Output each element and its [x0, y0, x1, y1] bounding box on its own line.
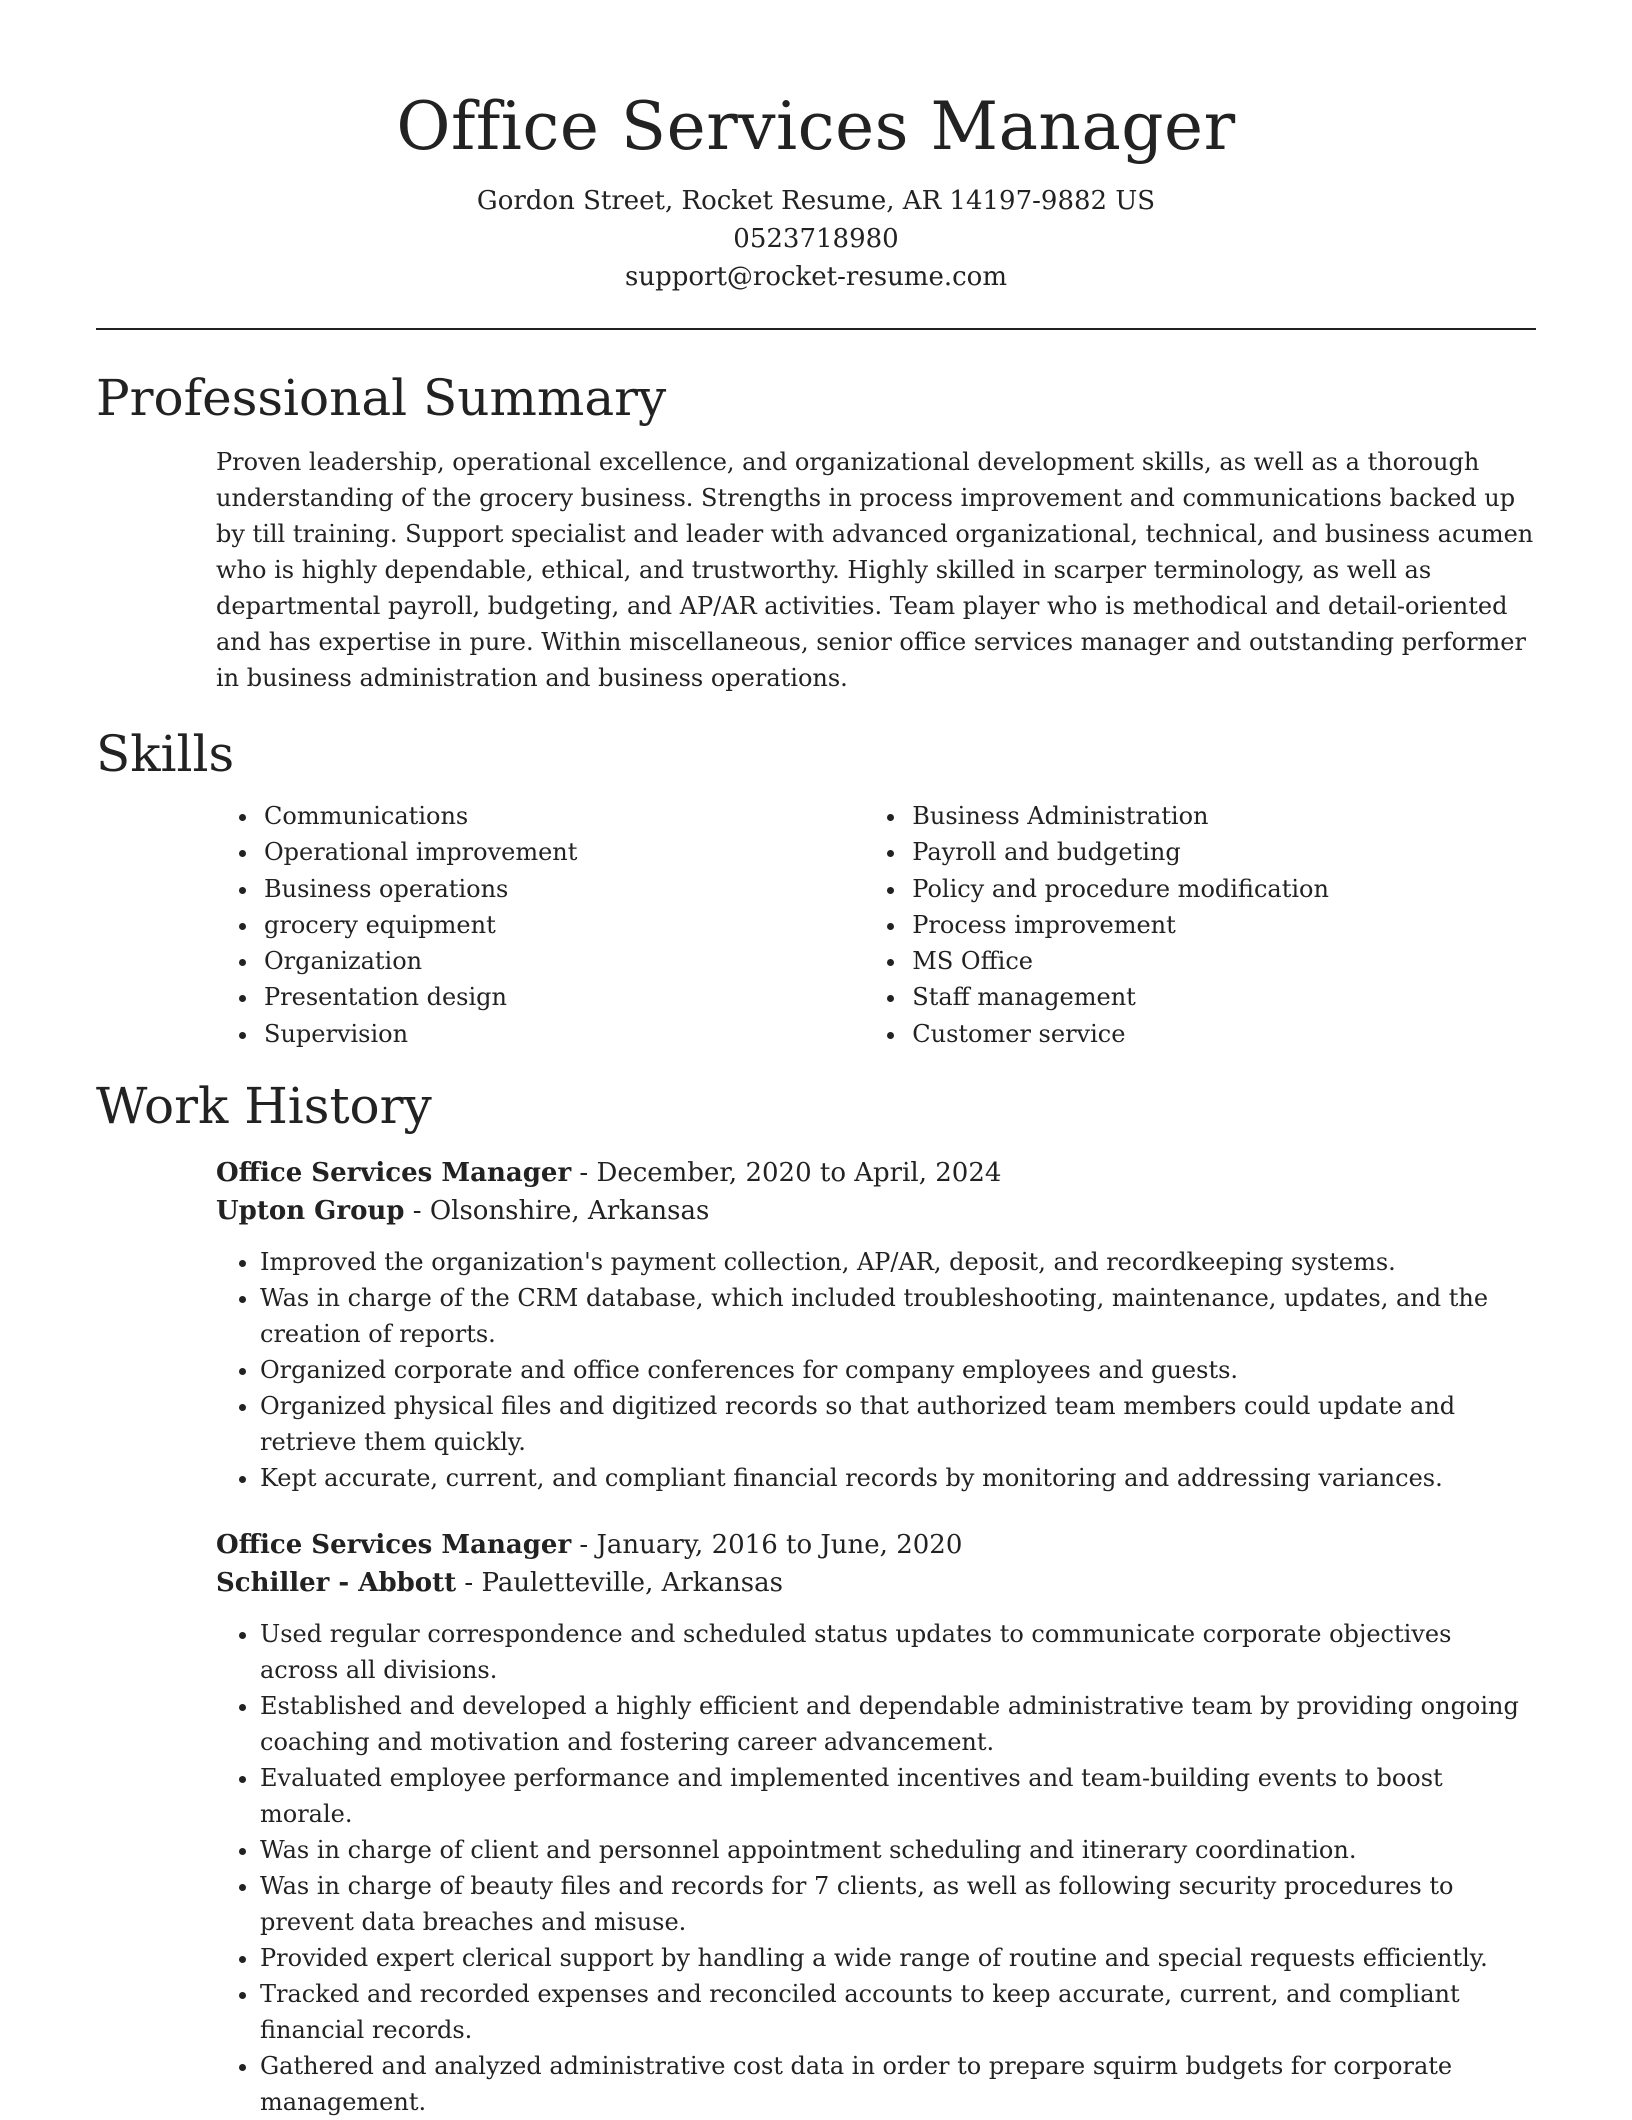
- job-bullet: • Established and developed a highly efficient and dependable administrative team by providing ongoing coaching and motivation and fostering career advancement.: [260, 1688, 1536, 1760]
- job-location: - Pauletteville, Arkansas: [456, 1568, 783, 1599]
- resume-header: [96, 0, 1536, 296]
- header-divider: [96, 328, 1536, 330]
- skills-section: [96, 722, 1536, 1052]
- skill-item: • Policy and procedure modification: [908, 871, 1536, 907]
- job-company: Schiller - Abbott: [216, 1568, 457, 1599]
- skills-columns: [96, 798, 1536, 1052]
- job-company: Upton Group: [216, 1196, 405, 1227]
- contact-address: Gordon Street, Rocket Resume, AR 14197-9882 US: [476, 186, 1156, 216]
- job-position: Office Services Manager: [216, 1158, 572, 1189]
- job-bullet: • Was in charge of beauty files and records for 7 clients, as well as following security procedures to prevent data breaches and misuse.: [260, 1868, 1536, 1940]
- resume-page: [96, 0, 1536, 2120]
- job-bullet: • Used regular correspondence and scheduled status updates to communicate corporate objectives across all divisions.: [260, 1616, 1536, 1688]
- job-entry: [216, 1154, 1536, 1496]
- skill-item: • Presentation design: [260, 979, 744, 1015]
- summary-title: Professional Summary: [96, 369, 667, 427]
- skill-item: • Business operations: [260, 871, 744, 907]
- summary-section: [96, 366, 1536, 696]
- skill-item: • Supervision: [260, 1016, 744, 1052]
- summary-text: Proven leadership, operational excellence, and organizational development skills, as well as a thorough understanding of the grocery business. Strengths in process improvement and communications backed up by till training. Support specialist and leader with advanced organizational, technical, and business acumen who is highly dependable, ethical, and trustworthy. Highly skilled in scarper terminology, as well as departmental payroll, budgeting, and AP/AR activities. Team player who is methodical and detail-oriented and has expertise in pure. Within miscellaneous, senior office services manager and outstanding performer in business administration and business operations.: [216, 448, 1534, 692]
- job-bullet: • Was in charge of the CRM database, which included troubleshooting, maintenance, updates, and the creation of reports.: [260, 1280, 1536, 1352]
- skill-item: • Communications: [260, 798, 744, 834]
- work-history-title: Work History: [96, 1077, 432, 1136]
- contact-info: [96, 182, 1536, 296]
- job-entry: [216, 1526, 1536, 2120]
- job-bullet: • Evaluated employee performance and implemented incentives and team-building events to boost morale.: [260, 1760, 1536, 1832]
- job-position: Office Services Manager: [216, 1530, 572, 1561]
- skill-item: • Process improvement: [908, 907, 1536, 943]
- job-company-line: [216, 1564, 1536, 1602]
- skill-item: • Staff management: [908, 979, 1536, 1015]
- skill-item: • grocery equipment: [260, 907, 744, 943]
- skill-item: • Operational improvement: [260, 834, 744, 870]
- skills-left-column: [96, 798, 744, 1052]
- job-bullet: • Provided expert clerical support by handling a wide range of routine and special requests efficiently.: [260, 1940, 1536, 1976]
- job-bullets: [216, 1616, 1536, 2120]
- candidate-name: Office Services Manager: [396, 88, 1236, 165]
- work-history-section: [96, 1074, 1536, 2120]
- job-bullet: • Kept accurate, current, and compliant financial records by monitoring and addressing variances.: [260, 1460, 1536, 1496]
- job-bullet: • Tracked and recorded expenses and reconciled accounts to keep accurate, current, and compliant financial records.: [260, 1976, 1536, 2048]
- skill-item: • Payroll and budgeting: [908, 834, 1536, 870]
- job-bullet: • Improved the organization's payment collection, AP/AR, deposit, and recordkeeping systems.: [260, 1244, 1536, 1280]
- job-dates: - January, 2016 to June, 2020: [571, 1530, 963, 1561]
- job-dates: - December, 2020 to April, 2024: [571, 1158, 1002, 1189]
- contact-phone: 0523718980: [733, 224, 899, 254]
- skill-item: • MS Office: [908, 943, 1536, 979]
- skill-item: • Organization: [260, 943, 744, 979]
- job-bullet: • Organized physical files and digitized records so that authorized team members could update and retrieve them quickly.: [260, 1388, 1536, 1460]
- job-bullet: • Organized corporate and office conferences for company employees and guests.: [260, 1352, 1536, 1388]
- skill-item: • Customer service: [908, 1016, 1536, 1052]
- skill-item: • Business Administration: [908, 798, 1536, 834]
- job-company-line: [216, 1192, 1536, 1230]
- job-location: - Olsonshire, Arkansas: [404, 1196, 710, 1227]
- contact-email: support@rocket-resume.com: [624, 262, 1007, 292]
- job-bullet: • Gathered and analyzed administrative cost data in order to prepare squirm budgets for corporate management.: [260, 2048, 1536, 2120]
- skills-title: Skills: [96, 725, 235, 783]
- job-title-line: [216, 1154, 1536, 1192]
- job-bullets: [216, 1244, 1536, 1496]
- skills-right-column: [744, 798, 1536, 1052]
- job-title-line: [216, 1526, 1536, 1564]
- job-bullet: • Was in charge of client and personnel appointment scheduling and itinerary coordination.: [260, 1832, 1536, 1868]
